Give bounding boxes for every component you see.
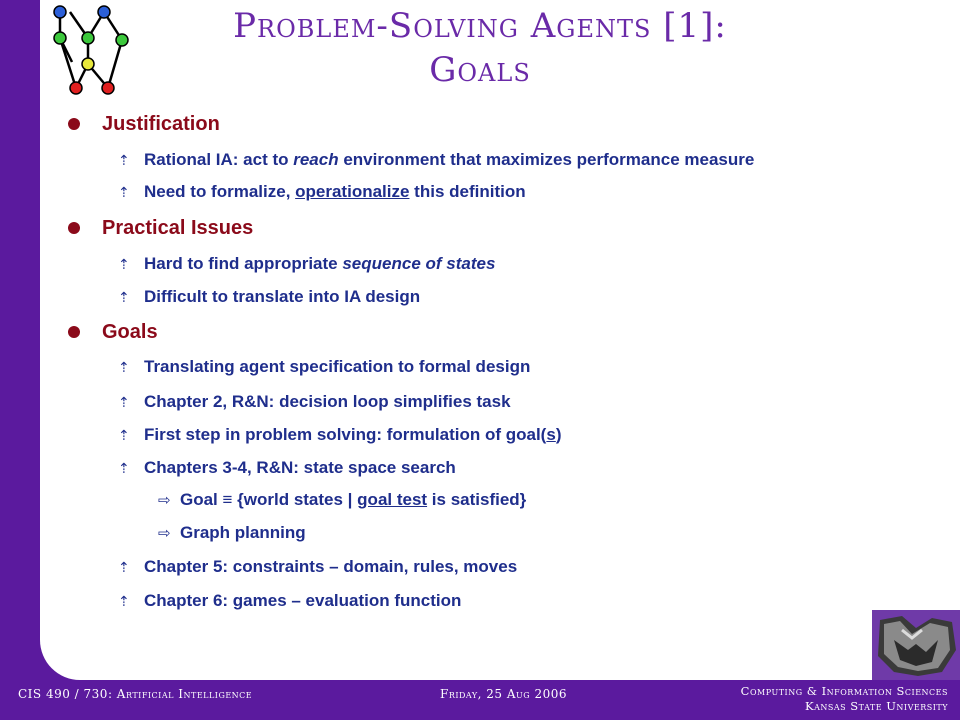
graph-node — [82, 58, 94, 70]
bullet-icon — [68, 326, 80, 338]
graph-node — [70, 82, 82, 94]
item-label: Justification — [102, 113, 220, 135]
list-item: ⇡ Translating agent specification to formal design — [118, 357, 531, 376]
list-item: ⇡ Chapter 2, R&N: decision loop simplifies task — [118, 392, 511, 411]
box-arrow-icon: ⇡ — [118, 256, 130, 272]
box-arrow-icon: ⇡ — [118, 460, 130, 476]
hollow-arrow-icon: ⇨ — [158, 525, 171, 542]
item-label: Goals — [102, 321, 158, 343]
bullet-icon — [68, 222, 80, 234]
footer-department — [741, 684, 948, 714]
item-label: Practical Issues — [102, 217, 254, 239]
footer-dept: Computing & Information Sciences — [740, 684, 948, 698]
graph-node — [82, 32, 94, 44]
list-item: ⇡ First step in problem solving: formulation of goal(s) — [118, 425, 562, 444]
hollow-arrow-icon: ⇨ — [158, 492, 171, 509]
graph-network-logo — [40, 0, 140, 100]
box-arrow-icon: ⇡ — [118, 559, 130, 575]
footer-univ: Kansas State University — [805, 699, 948, 713]
list-item — [68, 321, 158, 344]
box-arrow-icon: ⇡ — [118, 184, 130, 200]
list-item — [68, 113, 220, 136]
list-item: ⇡ Chapter 6: games – evaluation function — [118, 591, 462, 610]
footer-date: Friday, 25 Aug 2006 — [440, 687, 568, 701]
bullet-icon — [68, 118, 80, 130]
box-arrow-icon: ⇡ — [118, 359, 130, 375]
graph-node — [116, 34, 128, 46]
box-arrow-icon: ⇡ — [118, 427, 130, 443]
list-item: ⇨ Goal ≡ {world states | goal test is satisfied} — [158, 490, 527, 509]
graph-node — [98, 6, 110, 18]
slide-panel — [40, 0, 960, 680]
box-arrow-icon: ⇡ — [118, 289, 130, 305]
list-item: ⇡ Rational IA: act to reach environment that maximizes performance measure — [118, 150, 755, 169]
wildcat-logo — [872, 610, 960, 680]
list-item: ⇡ Chapters 3-4, R&N: state space search — [118, 458, 456, 477]
box-arrow-icon: ⇡ — [118, 152, 130, 168]
graph-node — [54, 6, 66, 18]
list-item: ⇡ Hard to find appropriate sequence of states — [118, 254, 496, 273]
title-line-2: Goals — [429, 50, 531, 90]
list-item: ⇡ Difficult to translate into IA design — [118, 287, 421, 306]
list-item: ⇨ Graph planning — [158, 523, 306, 542]
title-line-1: Problem-Solving Agents [1]: — [233, 6, 727, 46]
graph-node — [54, 32, 66, 44]
list-item: ⇡ Chapter 5: constraints – domain, rules, moves — [118, 557, 518, 576]
slide-title — [160, 4, 800, 92]
box-arrow-icon: ⇡ — [118, 394, 130, 410]
box-arrow-icon: ⇡ — [118, 593, 130, 609]
footer-course: CIS 490 / 730: Artificial Intelligence — [18, 687, 253, 701]
list-item: ⇡ Need to formalize, operationalize this definition — [118, 182, 526, 201]
graph-node — [102, 82, 114, 94]
list-item — [68, 217, 253, 240]
